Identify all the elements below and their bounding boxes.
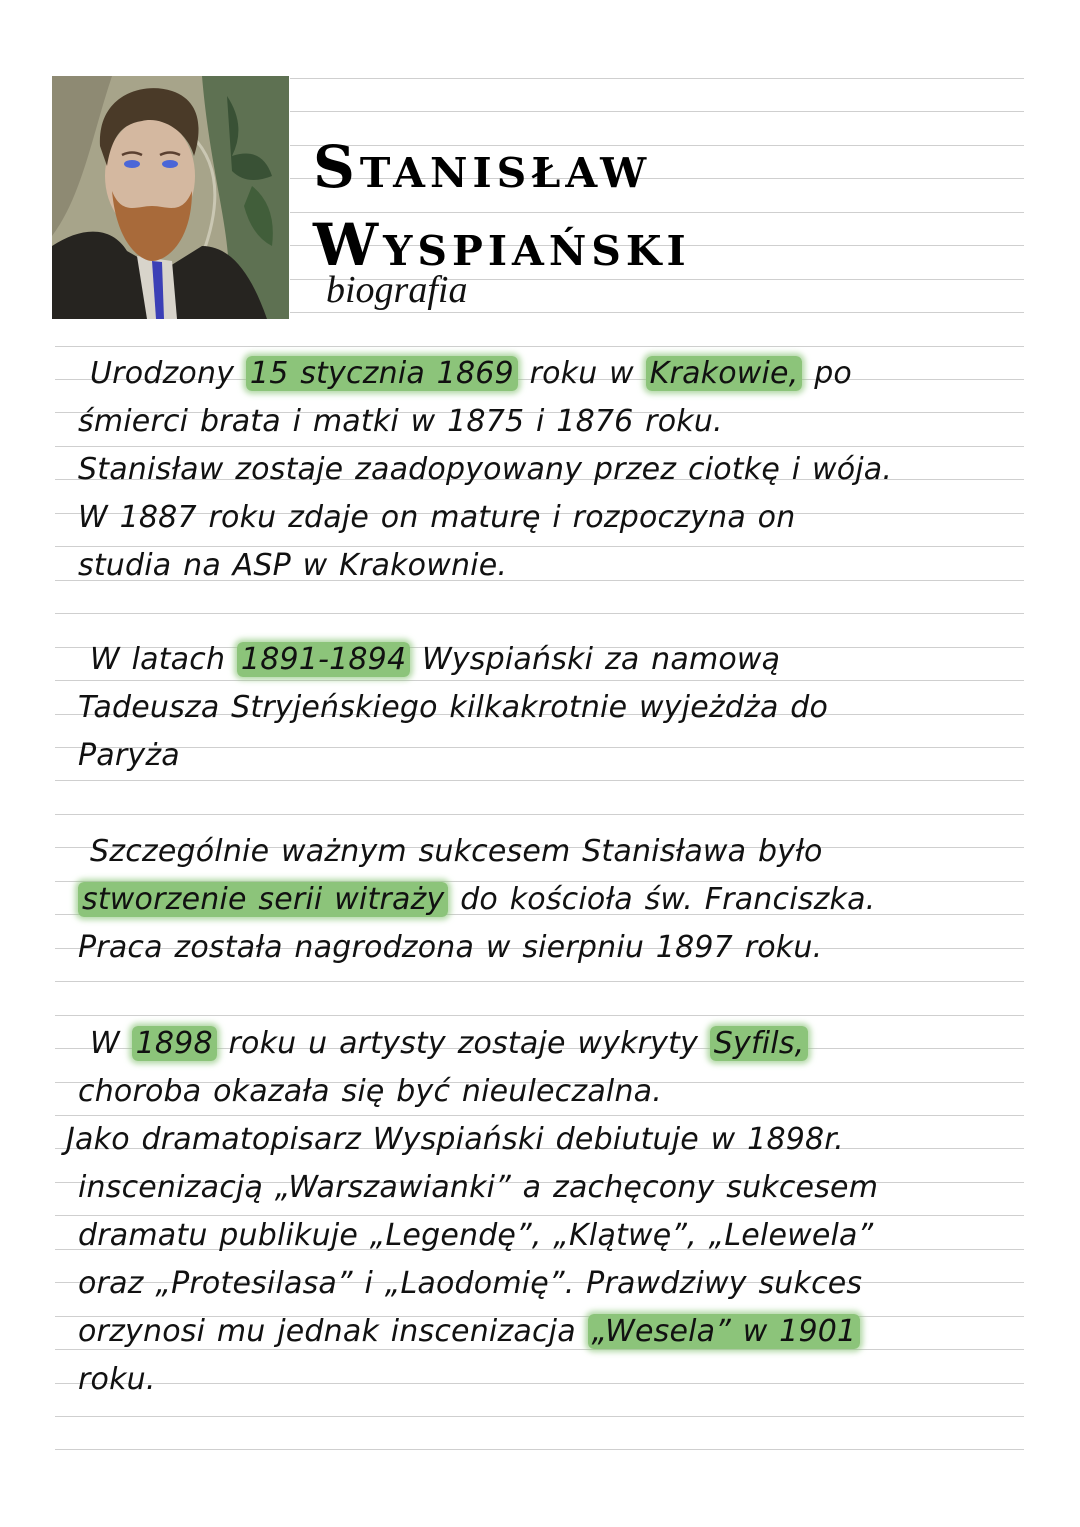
text-line	[78, 636, 828, 684]
text-segment: Paryża	[78, 738, 180, 773]
subtitle: biografia	[326, 269, 468, 311]
ruled-line	[55, 1449, 1024, 1450]
text-line	[78, 1212, 878, 1260]
highlighted-text: 1891-1894	[237, 642, 410, 677]
text-segment: roku w	[517, 356, 646, 391]
text-segment: śmierci brata i matki w 1875 i 1876 roku.	[78, 404, 723, 439]
text-segment: roku u artysty zostaje wykryty	[216, 1026, 710, 1061]
highlighted-text: 1898	[132, 1026, 217, 1061]
paragraph-paris	[78, 636, 828, 780]
title-first-name: Stanisław	[313, 133, 652, 201]
text-line	[78, 1308, 878, 1356]
text-line	[78, 494, 892, 542]
highlighted-text: 15 stycznia 1869	[246, 356, 518, 391]
ruled-line	[290, 312, 1024, 313]
text-segment: studia na ASP w Krakownie.	[78, 548, 508, 583]
ruled-line	[55, 1015, 1024, 1016]
text-segment: po	[802, 356, 852, 391]
text-line	[78, 350, 892, 398]
ruled-line	[290, 78, 1024, 79]
ruled-line	[55, 613, 1024, 614]
ruled-line	[55, 346, 1024, 347]
text-segment: oraz „Protesilasa” i „Laodomię”. Prawdziwy sukces	[78, 1266, 863, 1301]
text-segment: Urodzony	[90, 356, 246, 391]
text-segment: Tadeusza Stryjeńskiego kilkakrotnie wyjeżdża do	[78, 690, 829, 725]
text-line	[78, 684, 828, 732]
page-title	[313, 128, 691, 284]
portrait-image	[52, 76, 289, 319]
paragraph-stained-glass	[78, 828, 875, 972]
portrait-painting-icon	[52, 76, 289, 319]
text-segment: orzynosi mu jednak inscenizacja	[78, 1314, 588, 1349]
text-segment: Praca została nagrodzona w sierpniu 1897 roku.	[78, 930, 823, 965]
text-segment: inscenizacją „Warszawianki” a zachęcony sukcesem	[78, 1170, 879, 1205]
text-segment: Stanisław zostaje zaadopyowany przez ciotkę i wója.	[78, 452, 893, 487]
text-segment: dramatu publikuje „Legendę”, „Klątwę”, „Lelewela”	[78, 1218, 874, 1253]
text-segment: W latach	[90, 642, 237, 677]
text-line	[78, 1020, 878, 1068]
text-line	[78, 542, 892, 590]
text-segment: Szczególnie ważnym sukcesem Stanisława było	[90, 834, 823, 869]
text-line	[78, 828, 875, 876]
text-segment: choroba okazała się być nieuleczalna.	[78, 1074, 662, 1109]
ruled-line	[55, 1416, 1024, 1417]
text-line	[78, 1164, 878, 1212]
text-line	[78, 1068, 878, 1116]
ruled-line	[55, 780, 1024, 781]
ruled-line	[290, 111, 1024, 112]
text-segment: W 1887 roku zdaje on maturę i rozpoczyna on	[78, 500, 796, 535]
title-last-name: Wyspiański	[313, 211, 691, 279]
paragraph-birth	[78, 350, 892, 590]
ruled-line	[55, 814, 1024, 815]
text-line	[78, 732, 828, 780]
text-line	[78, 446, 892, 494]
text-segment: W	[90, 1026, 132, 1061]
highlighted-text: Krakowie,	[646, 356, 803, 391]
text-segment: roku.	[78, 1362, 156, 1397]
text-line	[78, 924, 875, 972]
highlighted-text: stworzenie serii witraży	[78, 882, 448, 917]
text-line	[78, 1356, 878, 1404]
text-segment: do kościoła św. Franciszka.	[448, 882, 876, 917]
ruled-line	[55, 981, 1024, 982]
text-line	[78, 398, 892, 446]
text-line	[78, 876, 875, 924]
text-segment: Wyspiański za namową	[410, 642, 781, 677]
text-segment: Jako dramatopisarz Wyspiański debiutuje w 1898r.	[66, 1122, 844, 1157]
highlighted-text: „Wesela” w 1901	[588, 1314, 861, 1349]
paragraph-illness-drama	[66, 1020, 879, 1404]
text-line	[78, 1260, 878, 1308]
highlighted-text: Syfils,	[710, 1026, 809, 1061]
text-line	[66, 1116, 878, 1164]
